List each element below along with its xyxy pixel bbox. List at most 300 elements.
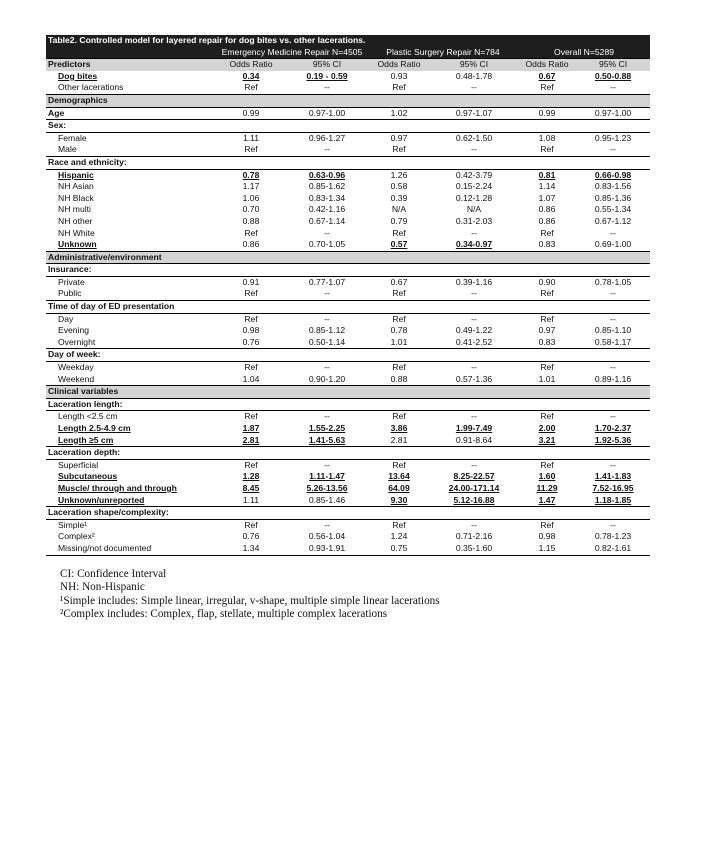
ps-odds-ratio-value: 13.64 — [388, 471, 410, 482]
em-odds-ratio-value: 1.28 — [242, 471, 260, 482]
table-row — [46, 132, 650, 144]
ps-ci: -- — [430, 411, 518, 423]
overall-odds-ratio — [518, 169, 576, 181]
em-ci-value: 5.26-13.56 — [306, 482, 348, 493]
row-label — [46, 169, 216, 181]
em-odds-ratio: Ref — [244, 144, 258, 155]
overall-odds-ratio: 0.97 — [538, 325, 556, 336]
overall-ci-value: 1.92-5.36 — [594, 434, 632, 445]
ps-odds-ratio: Ref — [392, 144, 406, 155]
em-odds-ratio: Ref — [216, 459, 286, 471]
ps-odds-ratio-value: 64.09 — [388, 482, 410, 493]
group-row — [46, 156, 650, 169]
group-header-spacer — [46, 47, 216, 59]
ps-odds-ratio: 0.58 — [390, 181, 408, 192]
em-odds-ratio-value: 0.78 — [242, 169, 260, 180]
overall-odds-ratio — [518, 471, 576, 483]
overall-odds-ratio: Ref — [540, 82, 554, 93]
column-header-row — [46, 59, 650, 71]
ps-odds-ratio: Ref — [368, 519, 430, 531]
em-odds-ratio: 0.98 — [242, 325, 260, 336]
overall-odds-ratio: Ref — [518, 519, 576, 531]
row-label — [46, 435, 216, 447]
ps-ci: 0.31-2.03 — [455, 215, 493, 226]
em-ci: -- — [324, 288, 330, 299]
document — [46, 35, 650, 622]
group-label: Day of week: — [46, 349, 650, 362]
footnote-complex: ²Complex includes: Complex, flap, stellate, multiple complex lacerations — [60, 608, 388, 621]
footnotes — [46, 568, 650, 622]
em-odds-ratio: Ref — [244, 288, 258, 299]
table-row — [46, 325, 650, 337]
em-odds-ratio-value: 0.34 — [242, 70, 260, 81]
row-label: Superficial — [46, 459, 216, 471]
row-label: Weekend — [58, 373, 95, 384]
overall-ci-header: 95% CI — [576, 59, 650, 71]
ps-ci: -- — [430, 362, 518, 374]
ps-ci: 0.12-1.28 — [455, 192, 493, 203]
table-body — [46, 35, 650, 555]
overall-odds-ratio: Ref — [540, 227, 554, 238]
table-row — [46, 337, 650, 349]
overall-odds-ratio: Ref — [540, 144, 554, 155]
overall-ci: -- — [576, 459, 650, 471]
group-header-overall: Overall N=5289 — [518, 47, 650, 59]
ps-odds-ratio: Ref — [368, 313, 430, 325]
em-ci: -- — [286, 313, 368, 325]
overall-odds-ratio — [518, 495, 576, 507]
em-ci — [286, 71, 368, 83]
overall-ci — [576, 169, 650, 181]
overall-ci: -- — [610, 288, 616, 299]
table-row — [46, 288, 650, 300]
table-row — [46, 374, 650, 386]
em-odds-ratio: Ref — [244, 82, 258, 93]
row-label-text: Subcutaneous — [58, 471, 118, 482]
table-row — [46, 71, 650, 83]
overall-ci — [576, 483, 650, 495]
ps-ci: 0.15-2.24 — [455, 181, 493, 192]
em-ci: 0.93-1.91 — [286, 543, 368, 555]
em-odds-ratio: Ref — [216, 411, 286, 423]
ps-ci: 0.35-1.60 — [430, 543, 518, 555]
overall-ci — [576, 423, 650, 435]
ps-ci-header: 95% CI — [430, 59, 518, 71]
overall-ci: 0.69-1.00 — [594, 239, 632, 250]
overall-odds-ratio-value: 1.60 — [538, 471, 556, 482]
ps-ci: -- — [471, 82, 477, 93]
table-row — [46, 169, 650, 181]
overall-or-header: Odds Ratio — [518, 59, 576, 71]
em-ci: -- — [324, 227, 330, 238]
row-label: Simple¹ — [46, 519, 216, 531]
overall-ci: -- — [576, 411, 650, 423]
group-row — [46, 447, 650, 460]
ps-odds-ratio: Ref — [392, 288, 406, 299]
table-row — [46, 181, 650, 193]
em-ci-header: 95% CI — [286, 59, 368, 71]
ps-ci: 0.39-1.16 — [430, 276, 518, 288]
overall-odds-ratio: Ref — [518, 313, 576, 325]
overall-odds-ratio-value: 0.67 — [538, 70, 556, 81]
ps-ci: N/A — [466, 204, 482, 215]
em-ci: 0.67-1.14 — [308, 215, 346, 226]
overall-odds-ratio-value: 0.81 — [538, 169, 556, 180]
ps-odds-ratio: 1.02 — [368, 107, 430, 120]
overall-ci: 0.55-1.34 — [594, 204, 632, 215]
ps-odds-ratio: Ref — [368, 459, 430, 471]
overall-odds-ratio: Ref — [518, 459, 576, 471]
row-label: Evening — [58, 325, 90, 336]
em-odds-ratio: 0.99 — [216, 107, 286, 120]
overall-odds-ratio: 0.99 — [518, 107, 576, 120]
group-label: Laceration shape/complexity: — [46, 507, 650, 520]
overall-ci — [576, 71, 650, 83]
section-row — [46, 386, 650, 399]
ps-ci-value: 0.34-0.97 — [455, 239, 493, 250]
ps-odds-ratio: 1.01 — [390, 336, 408, 347]
row-label: Private — [46, 276, 216, 288]
em-odds-ratio — [216, 483, 286, 495]
row-label: Weekday — [46, 362, 216, 374]
em-odds-ratio-value: 1.87 — [242, 423, 260, 433]
em-ci-value: 0.19 - 0.59 — [306, 70, 348, 81]
group-header-row — [46, 47, 650, 59]
row-label — [46, 483, 216, 495]
ps-odds-ratio: Ref — [368, 362, 430, 374]
row-label: Complex² — [58, 531, 95, 542]
group-label: Laceration depth: — [46, 447, 650, 460]
group-label: Race and ethnicity: — [46, 156, 650, 169]
ps-odds-ratio: Ref — [392, 227, 406, 238]
overall-ci: -- — [576, 519, 650, 531]
group-label: Time of day of ED presentation — [46, 301, 650, 314]
ps-odds-ratio: 0.97 — [368, 132, 430, 144]
em-odds-ratio: 0.76 — [242, 336, 260, 347]
ps-odds-ratio — [368, 483, 430, 495]
overall-ci-value: 1.18-1.85 — [594, 494, 632, 505]
em-ci — [286, 435, 368, 447]
em-odds-ratio: 1.11 — [216, 132, 286, 144]
ps-ci: -- — [471, 288, 477, 299]
row-label: Other lacerations — [58, 82, 124, 93]
overall-ci: -- — [576, 313, 650, 325]
ps-odds-ratio: N/A — [391, 204, 407, 215]
table-row — [46, 107, 650, 120]
em-odds-ratio: 0.70 — [242, 204, 260, 215]
table-row — [46, 216, 650, 228]
group-header-ps: Plastic Surgery Repair N=784 — [368, 47, 518, 59]
overall-odds-ratio: 1.08 — [518, 132, 576, 144]
row-label-text: Hispanic — [58, 169, 94, 180]
em-ci-value: 1.41-5.63 — [308, 434, 346, 445]
em-or-header: Odds Ratio — [216, 59, 286, 71]
table-row — [46, 495, 650, 507]
title-row — [46, 35, 650, 47]
row-label: Day — [46, 313, 216, 325]
em-odds-ratio: 0.76 — [242, 531, 260, 542]
em-odds-ratio: Ref — [244, 227, 258, 238]
table-row — [46, 483, 650, 495]
row-label: Female — [46, 132, 216, 144]
row-label — [46, 71, 216, 83]
overall-ci: -- — [576, 362, 650, 374]
em-odds-ratio: 1.11 — [242, 494, 260, 505]
ps-ci-value: 5.12-16.88 — [453, 494, 495, 505]
overall-ci: 0.83-1.56 — [594, 181, 632, 192]
em-ci: 0.97-1.00 — [286, 107, 368, 120]
ps-odds-ratio: 2.81 — [390, 434, 408, 445]
ps-ci: 0.71-2.16 — [455, 531, 493, 542]
overall-odds-ratio: 0.98 — [538, 531, 556, 542]
em-odds-ratio — [216, 471, 286, 483]
row-label: Missing/not documented — [46, 543, 216, 555]
overall-odds-ratio: Ref — [540, 288, 554, 299]
row-label: Age — [46, 107, 216, 120]
ps-odds-ratio: 0.67 — [368, 276, 430, 288]
ps-ci — [430, 239, 518, 251]
row-label — [46, 239, 216, 251]
ps-odds-ratio: 0.78 — [390, 325, 408, 336]
em-odds-ratio — [216, 423, 286, 435]
overall-odds-ratio: 0.83 — [538, 239, 556, 250]
group-row — [46, 349, 650, 362]
overall-ci-value: 1.41-1.83 — [594, 471, 632, 482]
overall-odds-ratio-value: 2.00 — [538, 423, 556, 433]
row-label-text: Unknown — [58, 239, 97, 250]
ps-ci: -- — [430, 459, 518, 471]
em-ci: 0.85-1.12 — [308, 325, 346, 336]
em-ci — [286, 169, 368, 181]
em-odds-ratio: Ref — [216, 313, 286, 325]
em-ci — [286, 471, 368, 483]
overall-ci — [576, 435, 650, 447]
overall-odds-ratio: 1.15 — [518, 543, 576, 555]
em-ci: 0.90-1.20 — [308, 373, 346, 384]
table-row — [46, 459, 650, 471]
overall-odds-ratio — [518, 71, 576, 83]
em-ci: -- — [324, 82, 330, 93]
em-ci: -- — [286, 459, 368, 471]
ps-ci: -- — [471, 227, 477, 238]
row-label: NH Asian — [58, 181, 94, 192]
row-label: Public — [58, 288, 82, 299]
ps-odds-ratio-value: 9.30 — [390, 494, 408, 505]
em-odds-ratio: 0.86 — [242, 239, 260, 250]
overall-ci: 0.95-1.23 — [576, 132, 650, 144]
ps-ci — [430, 495, 518, 507]
section-row — [46, 94, 650, 107]
row-label — [46, 471, 216, 483]
overall-odds-ratio: 0.86 — [538, 204, 556, 215]
table-row — [46, 144, 650, 156]
predictors-header: Predictors — [46, 59, 216, 71]
ps-ci: 0.62-1.50 — [430, 132, 518, 144]
ps-ci-value: 8.25-22.57 — [453, 471, 495, 482]
group-label: Insurance: — [46, 264, 650, 277]
overall-ci: 0.82-1.61 — [576, 543, 650, 555]
table-row — [46, 276, 650, 288]
footnote-simple: ¹Simple includes: Simple linear, irregular, v-shape, multiple simple linear lacerations — [60, 594, 440, 607]
table-row — [46, 543, 650, 555]
em-ci: 0.96-1.27 — [286, 132, 368, 144]
em-ci: 0.77-1.07 — [286, 276, 368, 288]
em-odds-ratio: Ref — [216, 519, 286, 531]
ps-odds-ratio: 0.75 — [368, 543, 430, 555]
overall-odds-ratio: 1.14 — [538, 181, 556, 192]
table-title: Table2. Controlled model for layered repair for dog bites vs. other lacerations. — [46, 35, 650, 47]
row-label-text: Dog bites — [58, 70, 98, 81]
table-row — [46, 435, 650, 447]
row-label — [46, 423, 216, 435]
ps-ci: 0.97-1.07 — [430, 107, 518, 120]
footnote-ci: CI: Confidence Interval — [60, 567, 167, 580]
table-row — [46, 82, 650, 94]
em-ci: 0.42-1.16 — [308, 204, 346, 215]
em-odds-ratio — [216, 71, 286, 83]
group-row — [46, 398, 650, 411]
overall-odds-ratio: Ref — [518, 362, 576, 374]
table-row — [46, 204, 650, 216]
overall-odds-ratio: 0.90 — [518, 276, 576, 288]
em-odds-ratio: Ref — [216, 362, 286, 374]
table-row — [46, 193, 650, 205]
em-ci — [286, 483, 368, 495]
em-ci: -- — [324, 144, 330, 155]
overall-ci: 0.78-1.23 — [594, 531, 632, 542]
ps-ci — [430, 483, 518, 495]
ps-odds-ratio — [368, 239, 430, 251]
section-label: Administrative/environment — [46, 251, 650, 264]
overall-odds-ratio: 1.01 — [538, 373, 556, 384]
em-ci: 0.85-1.62 — [308, 181, 346, 192]
em-ci-value: 1.55-2.25 — [308, 423, 346, 433]
em-ci: -- — [286, 362, 368, 374]
em-odds-ratio: 0.91 — [216, 276, 286, 288]
ps-odds-ratio: Ref — [392, 82, 406, 93]
overall-ci: -- — [610, 144, 616, 155]
row-label: Length <2.5 cm — [46, 411, 216, 423]
ps-or-header: Odds Ratio — [368, 59, 430, 71]
em-odds-ratio — [216, 169, 286, 181]
ps-odds-ratio: 0.88 — [390, 373, 408, 384]
overall-odds-ratio-value: 3.21 — [538, 434, 556, 445]
ps-ci: 0.42-3.79 — [430, 169, 518, 181]
row-label: NH Black — [58, 192, 94, 203]
ps-odds-ratio — [368, 423, 430, 435]
em-odds-ratio: 1.34 — [216, 543, 286, 555]
overall-ci: 0.97-1.00 — [576, 107, 650, 120]
ps-odds-ratio: 1.24 — [390, 531, 408, 542]
table-row — [46, 423, 650, 435]
ps-ci: -- — [430, 313, 518, 325]
row-label: Male — [58, 144, 77, 155]
section-label: Demographics — [46, 94, 650, 107]
ps-odds-ratio: 0.39 — [390, 192, 408, 203]
overall-ci: -- — [610, 82, 616, 93]
ps-ci: 0.57-1.36 — [455, 373, 493, 384]
ps-odds-ratio: 0.79 — [390, 215, 408, 226]
table-row — [46, 471, 650, 483]
ps-ci: -- — [471, 144, 477, 155]
overall-ci: 0.58-1.17 — [594, 336, 632, 347]
em-odds-ratio: 1.04 — [242, 373, 260, 384]
row-label-text: Unknown/unreported — [58, 494, 145, 505]
em-odds-ratio: 1.06 — [242, 192, 260, 203]
table-row — [46, 411, 650, 423]
table-row — [46, 531, 650, 543]
group-row — [46, 264, 650, 277]
ps-ci-value: 1.99-7.49 — [455, 423, 493, 433]
overall-odds-ratio: Ref — [518, 411, 576, 423]
overall-odds-ratio — [518, 423, 576, 435]
overall-ci: 0.85-1.10 — [594, 325, 632, 336]
section-label: Clinical variables — [46, 386, 650, 399]
overall-odds-ratio — [518, 483, 576, 495]
em-ci: 0.70-1.05 — [308, 239, 346, 250]
ps-ci: 0.41-2.52 — [455, 336, 493, 347]
footnote-nh: NH: Non-Hispanic — [60, 581, 145, 594]
table-row — [46, 362, 650, 374]
ps-ci: -- — [430, 519, 518, 531]
ps-odds-ratio: 1.26 — [368, 169, 430, 181]
overall-ci-value: 1.70-2.37 — [594, 423, 632, 433]
ps-odds-ratio — [368, 495, 430, 507]
row-label: NH other — [58, 215, 93, 226]
em-odds-ratio: 1.17 — [242, 181, 260, 192]
ps-ci — [430, 423, 518, 435]
em-ci — [286, 423, 368, 435]
em-odds-ratio — [216, 435, 286, 447]
group-label: Laceration length: — [46, 398, 650, 411]
em-ci: -- — [286, 519, 368, 531]
overall-ci: 0.78-1.05 — [576, 276, 650, 288]
overall-odds-ratio: 0.86 — [538, 215, 556, 226]
overall-ci — [576, 471, 650, 483]
group-row — [46, 507, 650, 520]
overall-ci: 0.67-1.12 — [594, 215, 632, 226]
em-ci: 0.50-1.14 — [308, 336, 346, 347]
overall-odds-ratio-value: 1.47 — [538, 494, 556, 505]
group-label: Sex: — [46, 120, 650, 133]
ps-ci: 0.48-1.78 — [455, 70, 493, 81]
ps-odds-ratio: 0.93 — [390, 70, 408, 81]
ps-odds-ratio-value: 3.86 — [390, 423, 408, 433]
overall-ci-value: 7.52-16.95 — [592, 482, 634, 493]
row-label-text: Length 2.5-4.9 cm — [58, 423, 131, 433]
em-ci-value: 0.63-0.96 — [308, 169, 346, 180]
overall-odds-ratio-value: 11.29 — [536, 482, 558, 493]
row-label: Overnight — [58, 336, 96, 347]
table-row — [46, 239, 650, 251]
overall-odds-ratio: 0.83 — [538, 336, 556, 347]
overall-ci — [576, 495, 650, 507]
group-row — [46, 301, 650, 314]
group-header-em: Emergency Medicine Repair N=4505 — [216, 47, 368, 59]
em-ci: -- — [286, 411, 368, 423]
row-label-text: Muscle/ through and through — [58, 482, 177, 493]
overall-ci: -- — [610, 227, 616, 238]
ps-ci: 0.49-1.22 — [455, 325, 493, 336]
table-row — [46, 313, 650, 325]
em-odds-ratio-value: 2.81 — [242, 434, 260, 445]
table-row — [46, 228, 650, 240]
em-ci-value: 1.11-1.47 — [309, 471, 345, 482]
overall-ci-value: 0.66-0.98 — [594, 169, 632, 180]
table-row — [46, 519, 650, 531]
row-label: NH White — [58, 227, 95, 238]
group-row — [46, 120, 650, 133]
